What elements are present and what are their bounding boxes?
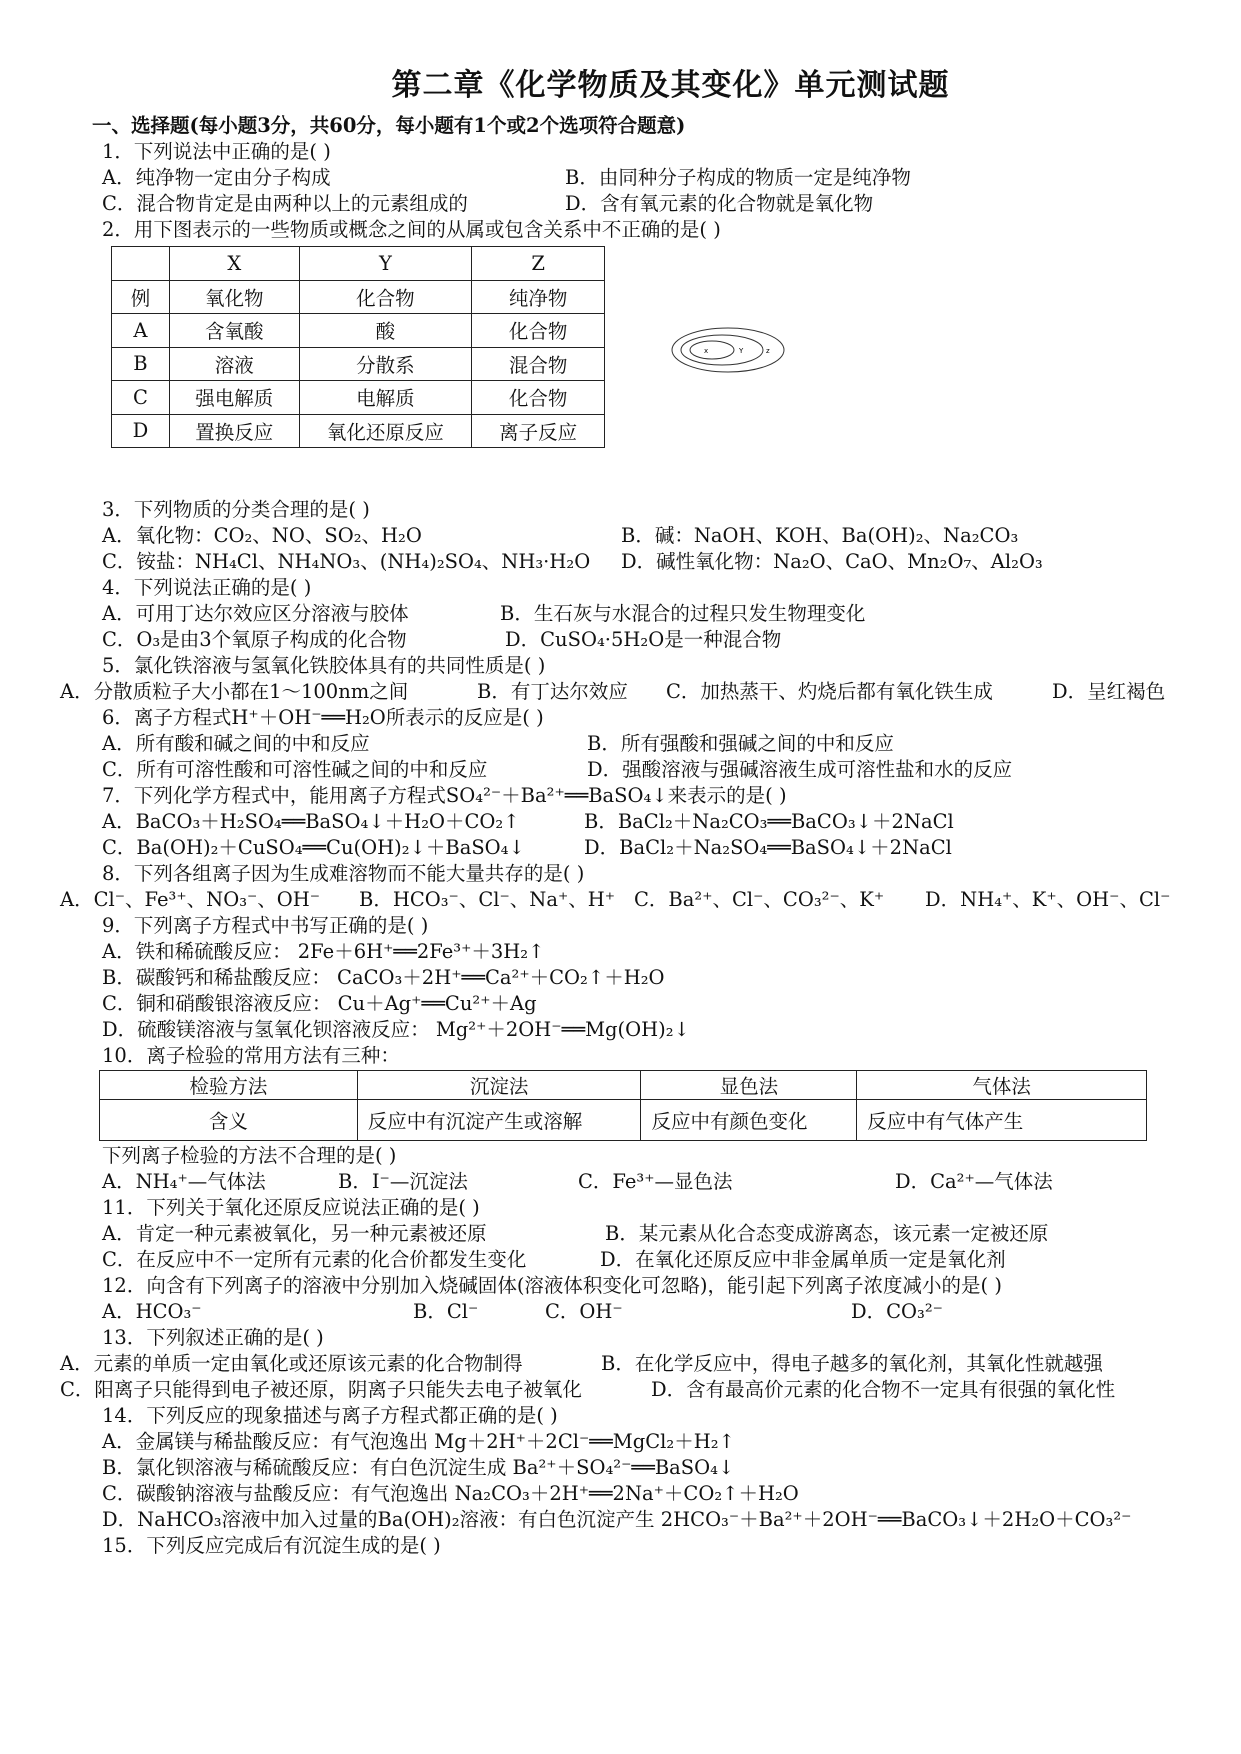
question-10-table [99,1070,1147,1141]
question-8-option-b: B．HCO₃⁻、Cl⁻、Na⁺、H⁺ [359,888,616,911]
question-3-option-a: A．氧化物：CO₂、NO、SO₂、H₂O [102,524,422,547]
table-cell: 酸 [299,314,472,348]
question-9-option-c: C．铜和硝酸银溶液反应： Cu＋Ag⁺══Cu²⁺＋Ag [102,992,537,1015]
question-4-option-b: B．生石灰与水混合的过程只发生物理变化 [500,602,866,625]
question-10-option-c: C．Fe³⁺—显色法 [578,1170,733,1193]
question-14-stem: 14．下列反应的现象描述与离子方程式都正确的是( ) [102,1404,558,1427]
table-cell: 离子反应 [472,414,605,448]
question-7-option-d: D．BaCl₂＋Na₂SO₄══BaSO₄↓＋2NaCl [584,836,952,859]
question-6-option-c: C．所有可溶性酸和可溶性碱之间的中和反应 [102,758,488,781]
question-2-stem: 2．用下图表示的一些物质或概念之间的从属或包含关系中不正确的是( ) [102,218,721,241]
table-cell: 化合物 [472,381,605,415]
table-cell: 含氧酸 [169,314,299,348]
question-14-option-b: B．氯化钡溶液与稀硫酸反应：有白色沉淀生成 Ba²⁺＋SO₄²⁻══BaSO₄↓ [102,1456,735,1479]
table-cell: B [112,347,170,381]
question-1-option-a: A．纯净物一定由分子构成 [102,166,331,189]
question-7-option-a: A．BaCO₃＋H₂SO₄══BaSO₄↓＋H₂O＋CO₂↑ [102,810,520,833]
table-cell [112,247,170,281]
question-10-option-a: A．NH₄⁺—气体法 [102,1170,266,1193]
question-9-option-b: B．碳酸钙和稀盐酸反应： CaCO₃＋2H⁺══Ca²⁺＋CO₂↑＋H₂O [102,966,665,989]
question-12-option-d: D．CO₃²⁻ [851,1300,943,1323]
table-cell: 纯净物 [472,280,605,314]
table-cell: D [112,414,170,448]
question-14-option-c: C．碳酸钠溶液与盐酸反应：有气泡逸出 Na₂CO₃＋2H⁺══2Na⁺＋CO₂↑＋H₂O [102,1482,799,1505]
question-6-stem: 6．离子方程式H⁺＋OH⁻══H₂O所表示的反应是( ) [102,706,544,729]
table-cell: 检验方法 [100,1071,358,1100]
question-13-option-b: B．在化学反应中，得电子越多的氧化剂，其氧化性就越强 [601,1352,1103,1375]
table-header-row [112,247,605,281]
question-9-option-d: D．硫酸镁溶液与氢氧化钡溶液反应： Mg²⁺＋2OH⁻══Mg(OH)₂↓ [102,1018,690,1041]
table-cell: 气体法 [857,1071,1147,1100]
question-10-sub-stem: 下列离子检验的方法不合理的是( ) [102,1144,397,1167]
question-5-stem: 5．氯化铁溶液与氢氧化铁胶体具有的共同性质是( ) [102,654,546,677]
question-10-option-d: D．Ca²⁺—气体法 [895,1170,1053,1193]
table-cell: 氧化还原反应 [299,414,472,448]
question-6-option-b: B．所有强酸和强碱之间的中和反应 [587,732,894,755]
question-1-option-d: D．含有氧元素的化合物就是氧化物 [565,192,874,215]
question-7-stem: 7．下列化学方程式中，能用离子方程式SO₄²⁻＋Ba²⁺══BaSO₄↓来表示的是( ) [102,784,787,807]
table-row [100,1100,1147,1141]
table-cell: 强电解质 [169,381,299,415]
diagram-label-y: Y [739,347,744,355]
table-cell: 化合物 [472,314,605,348]
question-15-stem: 15．下列反应完成后有沉淀生成的是( ) [102,1534,441,1557]
question-6-option-a: A．所有酸和碱之间的中和反应 [102,732,370,755]
question-12-option-b: B．Cl⁻ [413,1300,479,1323]
question-9-stem: 9．下列离子方程式中书写正确的是( ) [102,914,429,937]
question-8-option-c: C．Ba²⁺、Cl⁻、CO₃²⁻、K⁺ [634,888,885,911]
question-12-stem: 12．向含有下列离子的溶液中分别加入烧碱固体(溶液体积变化可忽略)，能引起下列离子浓度减小的是( ) [102,1274,1002,1297]
table-cell: 反应中有沉淀产生或溶解 [357,1100,641,1141]
question-4-option-c: C．O₃是由3个氧原子构成的化合物 [102,628,407,651]
page-title: 第二章《化学物质及其变化》单元测试题 [391,68,950,103]
table-cell: A [112,314,170,348]
question-13-option-c: C．阳离子只能得到电子被还原，阴离子只能失去电子被氧化 [60,1378,582,1401]
question-3-option-d: D．碱性氧化物：Na₂O、CaO、Mn₂O₇、Al₂O₃ [621,550,1043,573]
question-4-option-a: A．可用丁达尔效应区分溶液与胶体 [102,602,409,625]
table-cell: 沉淀法 [357,1071,641,1100]
question-3-stem: 3．下列物质的分类合理的是( ) [102,498,370,521]
question-13-stem: 13．下列叙述正确的是( ) [102,1326,324,1349]
question-8-option-a: A．Cl⁻、Fe³⁺、NO₃⁻、OH⁻ [60,888,321,911]
table-cell: 置换反应 [169,414,299,448]
question-14-option-a: A．金属镁与稀盐酸反应：有气泡逸出 Mg＋2H⁺＋2Cl⁻══MgCl₂＋H₂↑ [102,1430,735,1453]
table-cell: 电解质 [299,381,472,415]
question-13-option-d: D．含有最高价元素的化合物不一定具有很强的氧化性 [651,1378,1116,1401]
question-5-option-d: D．呈红褐色 [1052,680,1166,703]
question-12-option-c: C．OH⁻ [545,1300,623,1323]
table-row [112,314,605,348]
table-row [112,381,605,415]
question-4-stem: 4．下列说法正确的是( ) [102,576,312,599]
question-5-option-c: C．加热蒸干、灼烧后都有氧化铁生成 [666,680,993,703]
question-11-option-d: D．在氧化还原反应中非金属单质一定是氧化剂 [600,1248,1006,1271]
question-7-option-c: C．Ba(OH)₂＋CuSO₄══Cu(OH)₂↓＋BaSO₄↓ [102,836,525,859]
table-row [112,280,605,314]
question-7-option-b: B．BaCl₂＋Na₂CO₃══BaCO₃↓＋2NaCl [584,810,954,833]
question-10-option-b: B．I⁻—沉淀法 [338,1170,468,1193]
table-cell: Z [472,247,605,281]
table-cell: 溶液 [169,347,299,381]
question-5-option-a: A．分散质粒子大小都在1～100nm之间 [60,680,409,703]
question-6-option-d: D．强酸溶液与强碱溶液生成可溶性盐和水的反应 [587,758,1013,781]
table-cell: 分散系 [299,347,472,381]
table-cell: X [169,247,299,281]
nested-ovals-diagram [668,325,788,375]
table-cell: C [112,381,170,415]
table-cell: 例 [112,280,170,314]
question-8-stem: 8．下列各组离子因为生成难溶物而不能大量共存的是( ) [102,862,585,885]
question-1-option-b: B．由同种分子构成的物质一定是纯净物 [565,166,911,189]
question-1-stem: 1．下列说法中正确的是( ) [102,140,331,163]
question-9-option-a: A．铁和稀硫酸反应： 2Fe＋6H⁺══2Fe³⁺＋3H₂↑ [102,940,545,963]
diagram-label-z: z [766,347,770,355]
question-4-option-d: D．CuSO₄·5H₂O是一种混合物 [505,628,782,651]
question-3-option-c: C．铵盐：NH₄Cl、NH₄NO₃、(NH₄)₂SO₄、NH₃·H₂O [102,550,591,573]
question-2-table [111,246,605,448]
table-cell: 反应中有气体产生 [857,1100,1147,1141]
question-11-stem: 11．下列关于氧化还原反应说法正确的是( ) [102,1196,480,1219]
question-1-option-c: C．混合物肯定是由两种以上的元素组成的 [102,192,468,215]
question-8-option-d: D．NH₄⁺、K⁺、OH⁻、Cl⁻ [925,888,1171,911]
table-cell: 混合物 [472,347,605,381]
question-14-option-d: D．NaHCO₃溶液中加入过量的Ba(OH)₂溶液：有白色沉淀产生 2HCO₃⁻＋Ba²⁺＋2OH⁻══BaCO₃↓＋2H₂O＋CO₃²⁻ [102,1508,1132,1531]
table-cell: 含义 [100,1100,358,1141]
question-3-option-b: B．碱：NaOH、KOH、Ba(OH)₂、Na₂CO₃ [621,524,1019,547]
table-cell: 显色法 [641,1071,857,1100]
question-10-stem: 10．离子检验的常用方法有三种： [102,1044,400,1067]
table-cell: Y [299,247,472,281]
question-12-option-a: A．HCO₃⁻ [102,1300,202,1323]
table-header-row [100,1071,1147,1100]
question-5-option-b: B．有丁达尔效应 [477,680,628,703]
diagram-label-x: x [704,347,709,355]
table-row [112,414,605,448]
table-cell: 化合物 [299,280,472,314]
table-row [112,347,605,381]
question-11-option-a: A．肯定一种元素被氧化，另一种元素被还原 [102,1222,487,1245]
question-11-option-b: B．某元素从化合态变成游离态，该元素一定被还原 [605,1222,1049,1245]
table-cell: 反应中有颜色变化 [641,1100,857,1141]
question-11-option-c: C．在反应中不一定所有元素的化合价都发生变化 [102,1248,527,1271]
table-cell: 氧化物 [169,280,299,314]
section-heading: 一、选择题(每小题3分，共60分，每小题有1个或2个选项符合题意) [92,114,686,137]
question-13-option-a: A．元素的单质一定由氧化或还原该元素的化合物制得 [60,1352,523,1375]
